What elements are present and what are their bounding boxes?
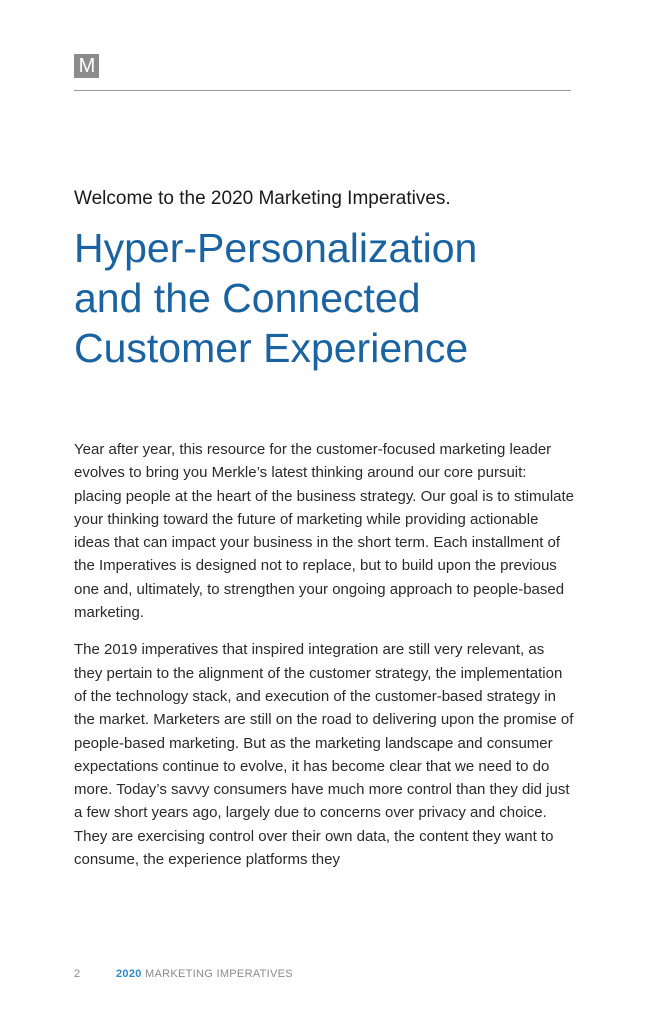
body-paragraph: The 2019 imperatives that inspired integration are still very relevant, as they pertain to the alignment of the customer strategy, the implementation of the technology stack, and execution of the customer-based strategy in the market. Marketers are still on the road to delivering upon the promise of people-based marketing. But as the marketing landscape and consumer expectations continue to evolve, it has become clear that we need to do more. Today’s savvy consumers have much more control than they did just a few short years ago, largely due to concerns over privacy and choice. They are exercising control over their own data, the content they want to consume, the experience platforms they xyxy=(74,641,574,869)
page-headline xyxy=(74,223,614,373)
headline-line: Hyper-Personalization xyxy=(74,225,478,271)
body-text xyxy=(74,438,574,885)
page-footer xyxy=(74,966,574,982)
intro-line: Welcome to the 2020 Marketing Imperatives. xyxy=(74,188,451,209)
headline-line: Customer Experience xyxy=(74,325,469,371)
header-divider xyxy=(74,90,571,91)
page-number: 2 xyxy=(74,968,81,980)
merkle-logo: M xyxy=(74,54,99,78)
headline-line: and the Connected xyxy=(74,275,421,321)
body-paragraph: Year after year, this resource for the customer-focused marketing leader evolves to bring you Merkle’s latest thinking around our core pursuit: placing people at the heart of the business strategy. Our goal is to stimulate your thinking toward the future of marketing while providing actionable ideas that can impact your business in the short term. Each installment of the Imperatives is designed not to replace, but to build upon the previous one and, ultimately, to strengthen your ongoing approach to people-based marketing. xyxy=(74,441,575,622)
footer-title: MARKETING IMPERATIVES xyxy=(145,968,293,980)
footer-year: 2020 xyxy=(116,968,142,980)
